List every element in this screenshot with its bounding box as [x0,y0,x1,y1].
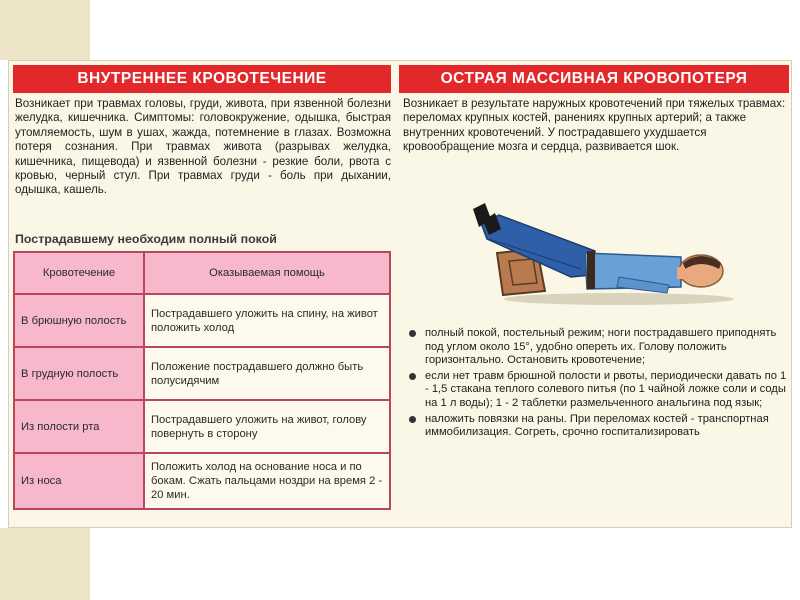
first-aid-poster [8,60,792,528]
bleeding-location-cell: Из носа [14,453,144,509]
background-corner-top [0,0,90,60]
help-cell: Пострадавшего уложить на спину, на живот положить холод [144,294,390,347]
massive-blood-loss-description: Возникает в результате наружных кровотечений при тяжелых травмах: переломах крупных костей, ранениях крупных артерий; а также внутренних кровотечений. У пострадавшего ухудшается кровообращение мозга и сердца, развивается шок. [403,97,786,154]
table-row [14,294,390,347]
measure-text: если нет травм брюшной полости и рвоты, периодически давать по 1 - 1,5 стакана теплого солевого питья (по 1 чайной ложке соли и соды на 1 л воды); 1 - 2 таблетки размельченного анальгина под язык; [425,369,787,409]
help-cell: Положение пострадавшего должно быть полусидячим [144,347,390,400]
massive-blood-loss-title: ОСТРАЯ МАССИВНАЯ КРОВОПОТЕРЯ [399,65,789,93]
bleeding-location-cell: В грудную полость [14,347,144,400]
massive-blood-loss-panel [399,61,793,529]
bleeding-location-cell: Из полости рта [14,400,144,453]
list-item [403,413,789,440]
table-row [14,453,390,509]
patient-lying-legs-raised-icon [469,199,739,311]
list-item [403,370,789,411]
first-aid-table [13,251,391,510]
full-rest-note: Пострадавшему необходим полный покой [15,232,277,246]
help-cell: Положить холод на основание носа и по бокам. Сжать пальцами ноздри на время 2 - 20 мин. [144,453,390,509]
internal-bleeding-description: Возникает при травмах головы, груди, живота, при язвенной болезни желудка, кишечника. Симптомы: головокружение, одышка, быстрая утомляемость, шум в ушах, жажда, потемнение в глазах. Возможна потеря сознания. При травмах живота (разрывах желудка, кишечника, пищевода) и язвенной болезни - резкие боли, рвота с кровью, черный стул. При травмах груди - боль при дыхании, одышка, кашель. [15,97,391,197]
internal-bleeding-title: ВНУТРЕННЕЕ КРОВОТЕЧЕНИЕ [13,65,391,93]
first-aid-measures-list [403,327,789,442]
background-corner-bottom [0,528,90,600]
list-item [403,327,789,368]
table-row [14,400,390,453]
bullet-dot-icon [409,416,416,423]
internal-bleeding-panel [9,61,395,529]
bullet-dot-icon [409,373,416,380]
table-header-row [14,252,390,294]
help-cell: Пострадавшего уложить на живот, голову повернуть в сторону [144,400,390,453]
column-header-bleeding: Кровотечение [14,252,144,294]
measure-text: наложить повязки на раны. При переломах костей - транспортная иммобилизация. Согреть, срочно госпитализировать [425,412,769,439]
bullet-dot-icon [409,330,416,337]
bleeding-location-cell: В брюшную полость [14,294,144,347]
measure-text: полный покой, постельный режим; ноги пострадавшего приподнять под углом около 15°, удобно опереть их. Голову положить горизонтально. Остановить кровотечение; [425,327,777,367]
table-row [14,347,390,400]
column-header-help: Оказываемая помощь [144,252,390,294]
